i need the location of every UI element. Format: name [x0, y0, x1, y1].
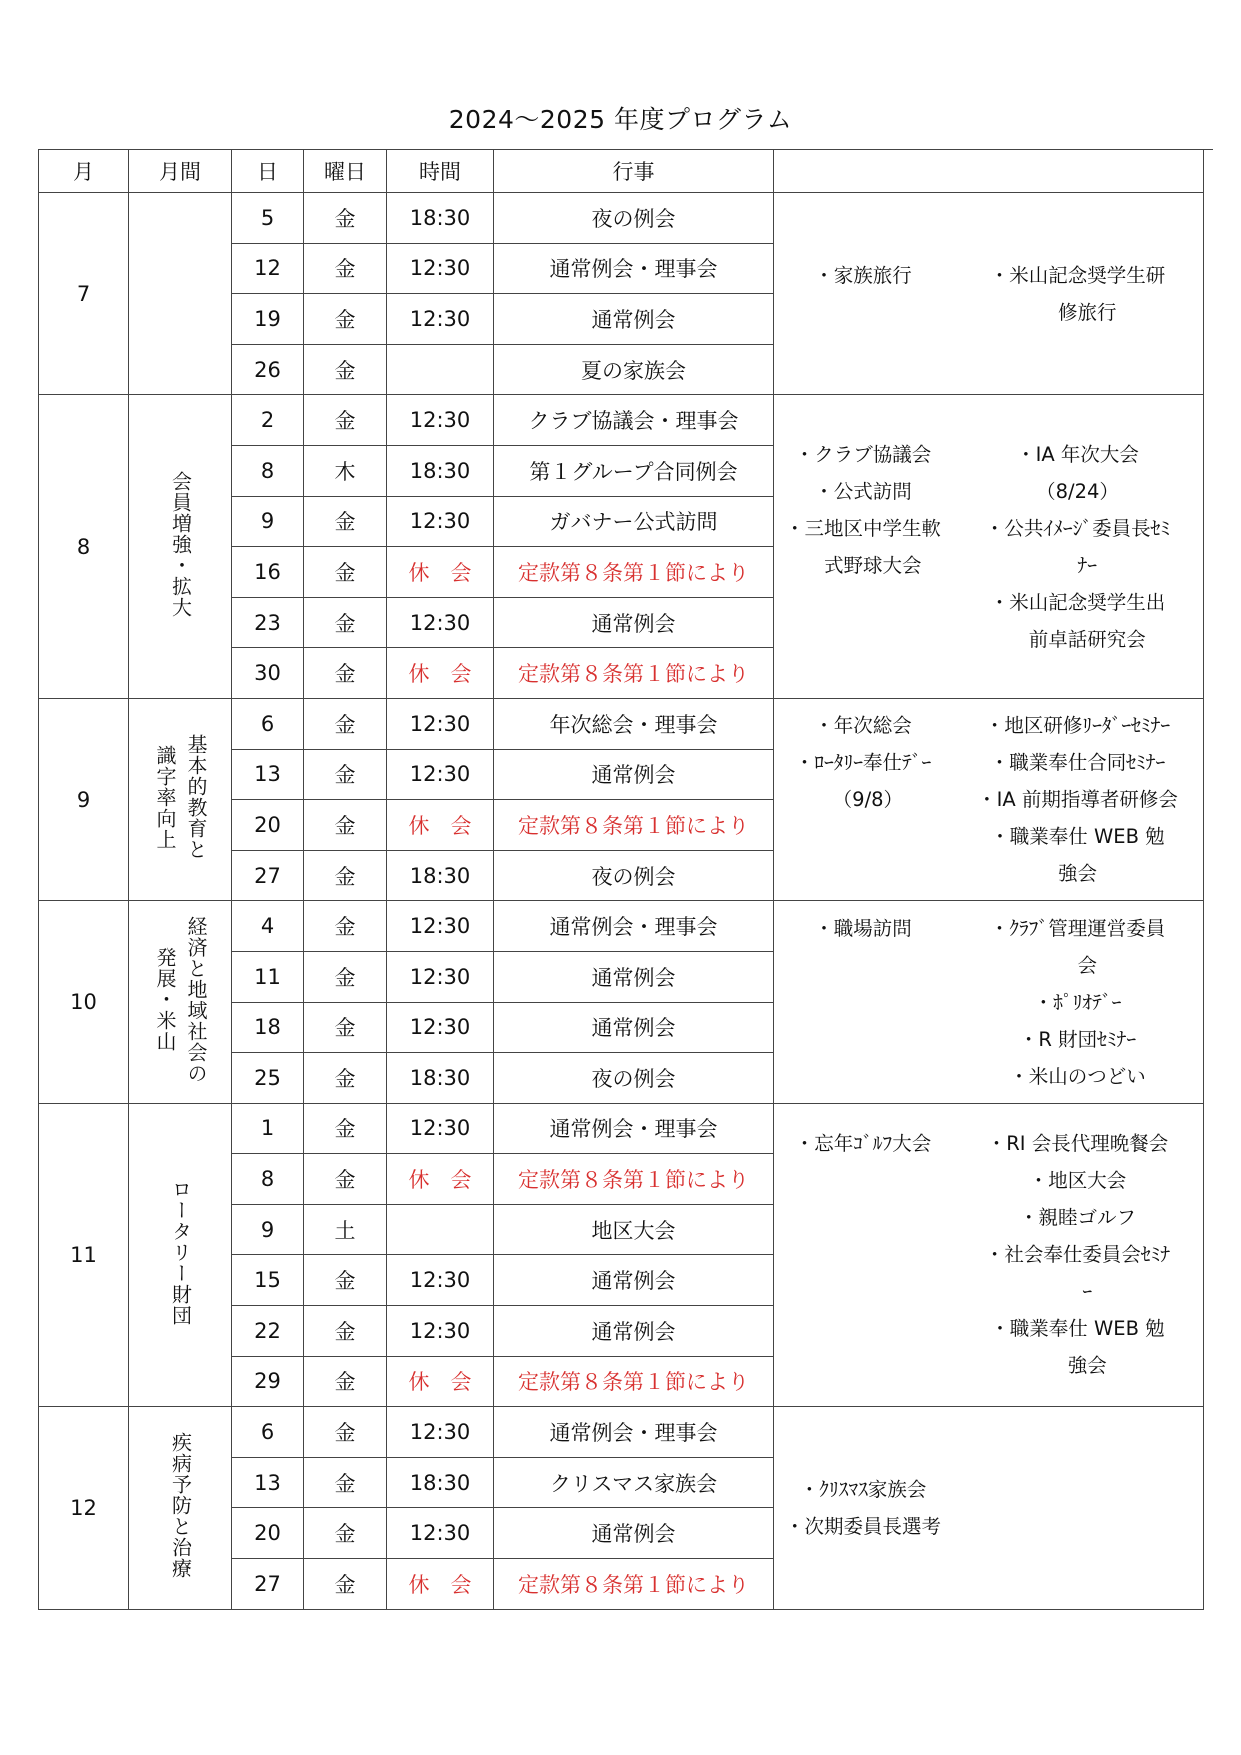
- time-cell: 休 会: [387, 1559, 494, 1610]
- weekday-cell: 金: [304, 344, 387, 395]
- table-row: [39, 1407, 1204, 1458]
- note-item: ・年次総会: [814, 714, 912, 738]
- weekday-cell: 金: [304, 496, 387, 547]
- time-cell: 休 会: [387, 1356, 494, 1407]
- weekday-cell: 金: [304, 395, 387, 446]
- weekday-cell: 金: [304, 1103, 387, 1154]
- note-item: ・職業奉仕 WEB 勉 強会: [990, 1317, 1165, 1378]
- day-cell: 25: [232, 1053, 304, 1104]
- day-cell: 16: [232, 547, 304, 598]
- note-item: ・社会奉仕委員会ｾﾐﾅ ｰ: [984, 1243, 1171, 1304]
- month-cell: 11: [39, 1103, 129, 1407]
- notes-cell: [774, 698, 1204, 900]
- notes-columns: [774, 707, 1203, 892]
- notes-column-right: [952, 1471, 1203, 1545]
- note-item: ・忘年ｺﾞﾙﾌ大会: [794, 1132, 932, 1156]
- note-item: ・公式訪問: [814, 479, 912, 503]
- program-table: [38, 149, 1204, 1610]
- note-item: ・ｸﾗﾌﾞ管理運営委員 会: [989, 916, 1166, 977]
- day-cell: 13: [232, 1457, 304, 1508]
- event-cell: 夏の家族会: [494, 344, 774, 395]
- notes-cell: [774, 901, 1204, 1103]
- weekday-cell: 金: [304, 1053, 387, 1104]
- event-cell: クラブ協議会・理事会: [494, 395, 774, 446]
- event-cell: 定款第８条第１節により: [494, 648, 774, 699]
- day-cell: 22: [232, 1306, 304, 1357]
- weekday-cell: 金: [304, 547, 387, 598]
- weekday-cell: 金: [304, 648, 387, 699]
- time-cell: 休 会: [387, 547, 494, 598]
- weekday-cell: 金: [304, 698, 387, 749]
- time-cell: 休 会: [387, 800, 494, 851]
- day-cell: 4: [232, 901, 304, 952]
- event-cell: 通常例会: [494, 749, 774, 800]
- time-cell: 12:30: [387, 1255, 494, 1306]
- time-cell: 12:30: [387, 698, 494, 749]
- time-cell: 12:30: [387, 749, 494, 800]
- theme-text: [149, 916, 211, 1084]
- notes-column-right: [952, 436, 1203, 658]
- note-item: ・職業奉仕 WEB 勉 強会: [990, 825, 1165, 886]
- day-cell: 30: [232, 648, 304, 699]
- theme-text: [149, 734, 211, 860]
- event-cell: ガバナー公式訪問: [494, 496, 774, 547]
- day-cell: 1: [232, 1103, 304, 1154]
- weekday-cell: 金: [304, 1559, 387, 1610]
- day-cell: 27: [232, 1559, 304, 1610]
- note-item: ・IA 年次大会 （8/24）: [1016, 442, 1139, 503]
- notes-column-right: [952, 707, 1203, 892]
- weekday-cell: 金: [304, 800, 387, 851]
- notes-column-left: [774, 436, 952, 658]
- event-cell: 通常例会: [494, 1306, 774, 1357]
- note-item: ・米山のつどい: [1009, 1064, 1146, 1088]
- note-item: ・三地区中学生軟 式野球大会: [784, 516, 941, 577]
- notes-cell: [774, 1103, 1204, 1407]
- event-cell: 通常例会・理事会: [494, 901, 774, 952]
- header-row: [39, 150, 1204, 193]
- weekday-cell: 金: [304, 1407, 387, 1458]
- weekday-cell: 金: [304, 850, 387, 901]
- weekday-cell: 金: [304, 951, 387, 1002]
- day-cell: 20: [232, 1508, 304, 1559]
- header-day: 日: [232, 150, 304, 193]
- time-cell: 休 会: [387, 1154, 494, 1205]
- event-cell: 通常例会: [494, 597, 774, 648]
- weekday-cell: 金: [304, 1306, 387, 1357]
- day-cell: 18: [232, 1002, 304, 1053]
- event-cell: 夜の例会: [494, 1053, 774, 1104]
- notes-column-left: [774, 1125, 952, 1384]
- note-item: ・地区大会: [1028, 1169, 1127, 1193]
- event-cell: 年次総会・理事会: [494, 698, 774, 749]
- weekday-cell: 木: [304, 445, 387, 496]
- time-cell: 18:30: [387, 445, 494, 496]
- month-cell: 7: [39, 193, 129, 395]
- event-cell: 通常例会・理事会: [494, 1407, 774, 1458]
- day-cell: 8: [232, 1154, 304, 1205]
- time-cell: 12:30: [387, 1002, 494, 1053]
- notes-columns: [774, 910, 1203, 1095]
- theme-text: ロータリー財団: [168, 1178, 193, 1326]
- note-item: ・ﾎﾟﾘｵﾃﾞｰ: [1033, 990, 1122, 1014]
- notes-column-left: [774, 1471, 952, 1545]
- weekday-cell: 金: [304, 1508, 387, 1559]
- theme-text-column: 発展・米山: [153, 947, 177, 1052]
- weekday-cell: 金: [304, 294, 387, 345]
- table-row: [39, 395, 1204, 446]
- time-cell: 18:30: [387, 850, 494, 901]
- time-cell: 休 会: [387, 648, 494, 699]
- day-cell: 6: [232, 698, 304, 749]
- notes-column-right: [952, 910, 1203, 1095]
- note-item: ・米山記念奨学生出 前卓話研究会: [989, 590, 1166, 651]
- theme-cell: [129, 901, 232, 1103]
- theme-cell: [129, 193, 232, 395]
- note-item: ・公共ｲﾒｰｼﾞ委員長ｾﾐ ﾅｰ: [984, 516, 1171, 577]
- notes-column-right: [952, 257, 1203, 331]
- note-item: ・ｸﾘｽﾏｽ家族会: [799, 1477, 927, 1501]
- notes-columns: [774, 436, 1203, 658]
- day-cell: 27: [232, 850, 304, 901]
- note-item: ・次期委員長選考: [784, 1514, 941, 1538]
- header-month: 月: [39, 150, 129, 193]
- day-cell: 19: [232, 294, 304, 345]
- note-item: ・家族旅行: [814, 263, 912, 287]
- table-row: [39, 901, 1204, 952]
- day-cell: 9: [232, 496, 304, 547]
- theme-cell: [129, 1407, 232, 1609]
- day-cell: 15: [232, 1255, 304, 1306]
- theme-cell: [129, 1103, 232, 1407]
- day-cell: 8: [232, 445, 304, 496]
- weekday-cell: 金: [304, 749, 387, 800]
- notes-columns: [774, 1471, 1203, 1545]
- note-item: ・ﾛｰﾀﾘｰ奉仕ﾃﾞｰ （9/8）: [794, 751, 932, 812]
- event-cell: 通常例会・理事会: [494, 243, 774, 294]
- notes-cell: [774, 395, 1204, 699]
- event-cell: 第１グループ合同例会: [494, 445, 774, 496]
- time-cell: 12:30: [387, 597, 494, 648]
- event-cell: 夜の例会: [494, 193, 774, 244]
- note-item: ・IA 前期指導者研修会: [977, 788, 1178, 812]
- day-cell: 2: [232, 395, 304, 446]
- day-cell: 11: [232, 951, 304, 1002]
- note-item: ・R 財団ｾﾐﾅｰ: [1018, 1027, 1137, 1051]
- notes-column-left: [774, 257, 952, 331]
- time-cell: [387, 1204, 494, 1255]
- program-body: [39, 193, 1204, 1610]
- weekday-cell: 金: [304, 193, 387, 244]
- notes-column-left: [774, 910, 952, 1095]
- page-title: 2024～2025 年度プログラム: [448, 105, 793, 134]
- event-cell: 通常例会・理事会: [494, 1103, 774, 1154]
- event-cell: 通常例会: [494, 1508, 774, 1559]
- note-item: ・クラブ協議会: [794, 442, 932, 466]
- table-row: [39, 193, 1204, 244]
- day-cell: 13: [232, 749, 304, 800]
- weekday-cell: 金: [304, 901, 387, 952]
- notes-column-left: [774, 707, 952, 892]
- note-item: ・米山記念奨学生研 修旅行: [989, 263, 1166, 324]
- event-cell: 通常例会: [494, 1002, 774, 1053]
- time-cell: 12:30: [387, 951, 494, 1002]
- time-cell: 18:30: [387, 1457, 494, 1508]
- theme-text-column: 経済と地域社会の: [184, 915, 208, 1084]
- header-theme: 月間: [129, 150, 232, 193]
- time-cell: 12:30: [387, 395, 494, 446]
- event-cell: 定款第８条第１節により: [494, 547, 774, 598]
- time-cell: 12:30: [387, 243, 494, 294]
- day-cell: 12: [232, 243, 304, 294]
- note-item: ・職業奉仕合同ｾﾐﾅｰ: [989, 751, 1166, 775]
- time-cell: 18:30: [387, 193, 494, 244]
- weekday-cell: 金: [304, 597, 387, 648]
- theme-cell: [129, 698, 232, 900]
- event-cell: 通常例会: [494, 294, 774, 345]
- theme-text: 疾病予防と治療: [168, 1431, 193, 1579]
- note-item: ・親睦ゴルフ: [1018, 1206, 1136, 1230]
- day-cell: 20: [232, 800, 304, 851]
- day-cell: 5: [232, 193, 304, 244]
- month-cell: 12: [39, 1407, 129, 1609]
- month-cell: 9: [39, 698, 129, 900]
- day-cell: 29: [232, 1356, 304, 1407]
- event-cell: 地区大会: [494, 1204, 774, 1255]
- time-cell: 12:30: [387, 496, 494, 547]
- weekday-cell: 金: [304, 1154, 387, 1205]
- theme-text-column: 識字率向上: [153, 744, 177, 850]
- day-cell: 26: [232, 344, 304, 395]
- header-weekday: 曜日: [304, 150, 387, 193]
- note-item: ・地区研修ﾘｰﾀﾞｰｾﾐﾅｰ: [984, 714, 1171, 738]
- event-cell: 定款第８条第１節により: [494, 1154, 774, 1205]
- notes-columns: [774, 1125, 1203, 1384]
- time-cell: 12:30: [387, 294, 494, 345]
- event-cell: 通常例会: [494, 1255, 774, 1306]
- weekday-cell: 金: [304, 1457, 387, 1508]
- table-row: [39, 1103, 1204, 1154]
- event-cell: 定款第８条第１節により: [494, 800, 774, 851]
- note-item: ・職場訪問: [814, 916, 912, 940]
- note-item: ・RI 会長代理晩餐会: [986, 1132, 1169, 1156]
- header-time: 時間: [387, 150, 494, 193]
- header-notes: [774, 150, 1204, 193]
- time-cell: 12:30: [387, 1407, 494, 1458]
- notes-cell: [774, 193, 1204, 395]
- table-row: [39, 698, 1204, 749]
- notes-cell: [774, 1407, 1204, 1609]
- weekday-cell: 金: [304, 1255, 387, 1306]
- day-cell: 23: [232, 597, 304, 648]
- notes-column-right: [952, 1125, 1203, 1384]
- month-cell: 10: [39, 901, 129, 1103]
- day-cell: 6: [232, 1407, 304, 1458]
- header-event: 行事: [494, 150, 774, 193]
- weekday-cell: 金: [304, 243, 387, 294]
- theme-text-column: 基本的教育と: [184, 734, 208, 861]
- month-cell: 8: [39, 395, 129, 699]
- theme-text: 会員増強・拡大: [168, 470, 193, 618]
- weekday-cell: 土: [304, 1204, 387, 1255]
- weekday-cell: 金: [304, 1356, 387, 1407]
- event-cell: 夜の例会: [494, 850, 774, 901]
- event-cell: クリスマス家族会: [494, 1457, 774, 1508]
- time-cell: 12:30: [387, 1508, 494, 1559]
- weekday-cell: 金: [304, 1002, 387, 1053]
- time-cell: 12:30: [387, 1306, 494, 1357]
- event-cell: 定款第８条第１節により: [494, 1356, 774, 1407]
- notes-columns: [774, 257, 1203, 331]
- event-cell: 通常例会: [494, 951, 774, 1002]
- time-cell: 12:30: [387, 901, 494, 952]
- theme-cell: [129, 395, 232, 699]
- day-cell: 9: [232, 1204, 304, 1255]
- time-cell: 18:30: [387, 1053, 494, 1104]
- time-cell: 12:30: [387, 1103, 494, 1154]
- time-cell: [387, 344, 494, 395]
- event-cell: 定款第８条第１節により: [494, 1559, 774, 1610]
